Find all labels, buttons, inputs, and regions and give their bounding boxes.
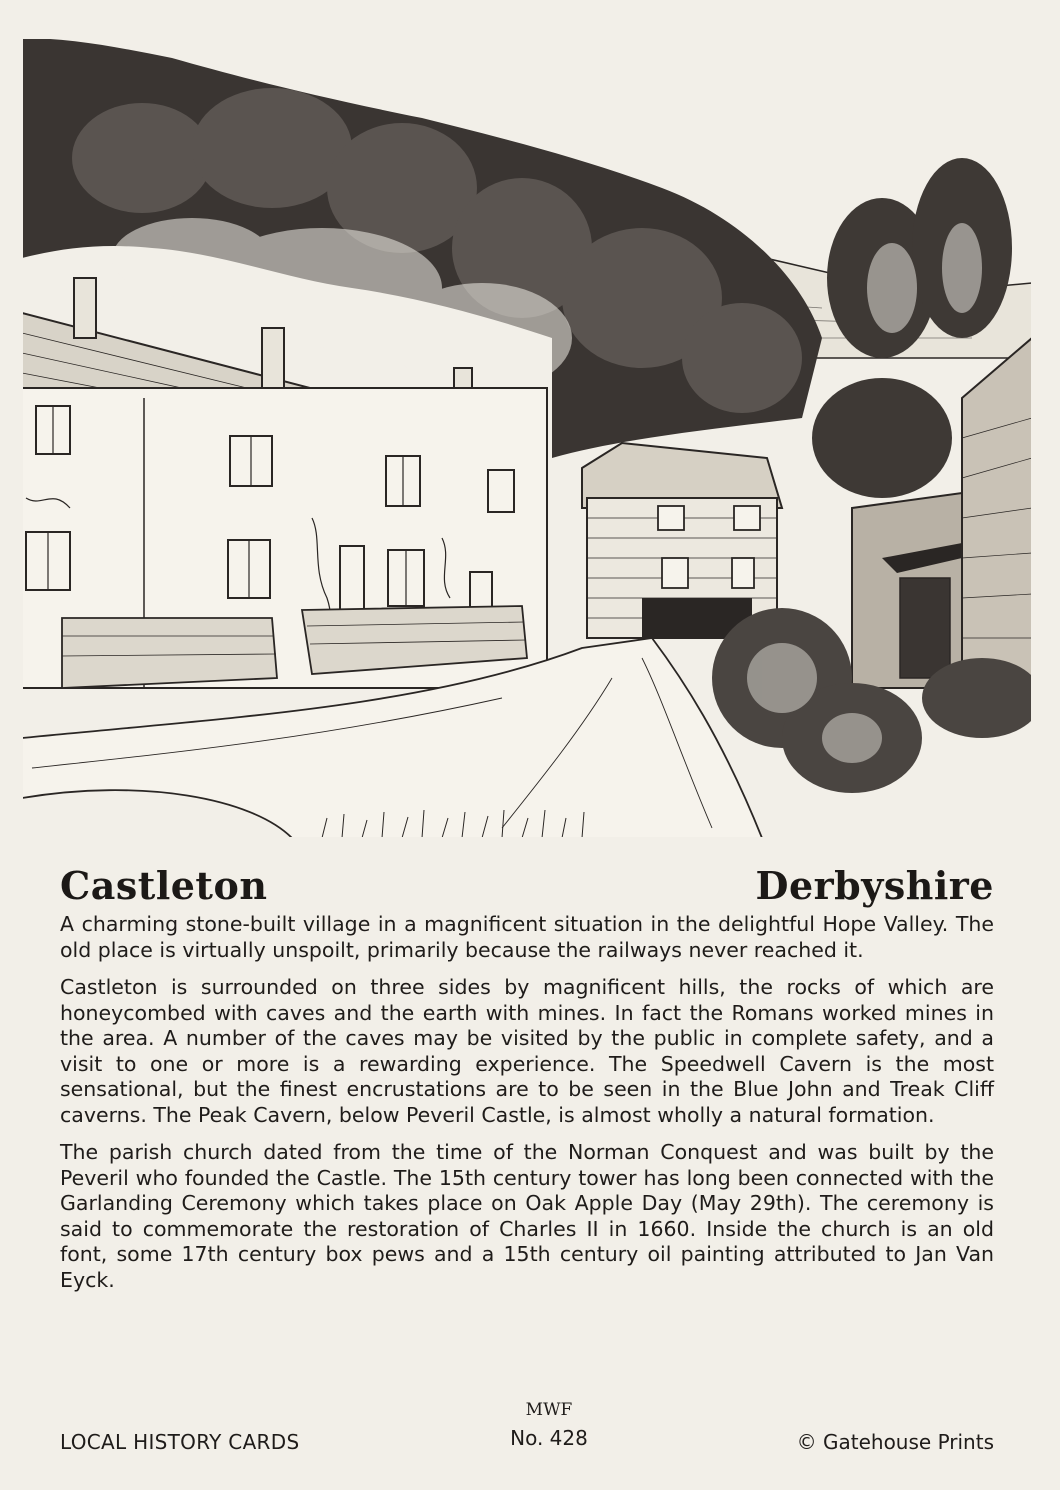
card-number: No. 428 xyxy=(510,1426,588,1450)
title-row xyxy=(60,852,994,908)
publisher-credit: © Gatehouse Prints xyxy=(796,1430,994,1454)
card-footer xyxy=(60,1400,994,1460)
village-street-illustration xyxy=(22,38,1032,838)
card-number-block xyxy=(494,1400,604,1450)
pen-drawing xyxy=(22,38,1032,838)
description xyxy=(60,912,994,1305)
paragraph-1: A charming stone-built village in a magnificent situation in the delightful Hope Valley. The old place is virtually unspoilt, primarily because the railways never reached it. xyxy=(60,912,994,962)
paragraph-3: The parish church dated from the time of the Norman Conquest and was built by the Peveril who founded the Castle. The 15th century tower has long been connected with the Garlanding Ceremony which takes place on Oak Apple Day (May 29th). The ceremony is said to commemorate the restoration of Charles II in 1660. Inside the church is an old font, some 17th century box pews and a 15th century oil painting attributed to Jan Van Eyck. xyxy=(60,1140,994,1292)
county-title: Derbyshire xyxy=(755,863,994,908)
series-label: LOCAL HISTORY CARDS xyxy=(60,1430,300,1454)
paragraph-2: Castleton is surrounded on three sides by magnificent hills, the rocks of which are honeycombed with caves and the earth with mines. In fact the Romans worked mines in the area. A number of the caves may be visited by the public in complete safety, and a visit to one or more is a rewarding experience. The Speedwell Cavern is the most sensational, but the finest encrustations are to be seen in the Blue John and Treak Cliff caverns. The Peak Cavern, below Peveril Castle, is almost wholly a natural formation. xyxy=(60,975,994,1127)
card-code: MWF xyxy=(525,1400,573,1420)
place-title: Castleton xyxy=(60,863,268,908)
